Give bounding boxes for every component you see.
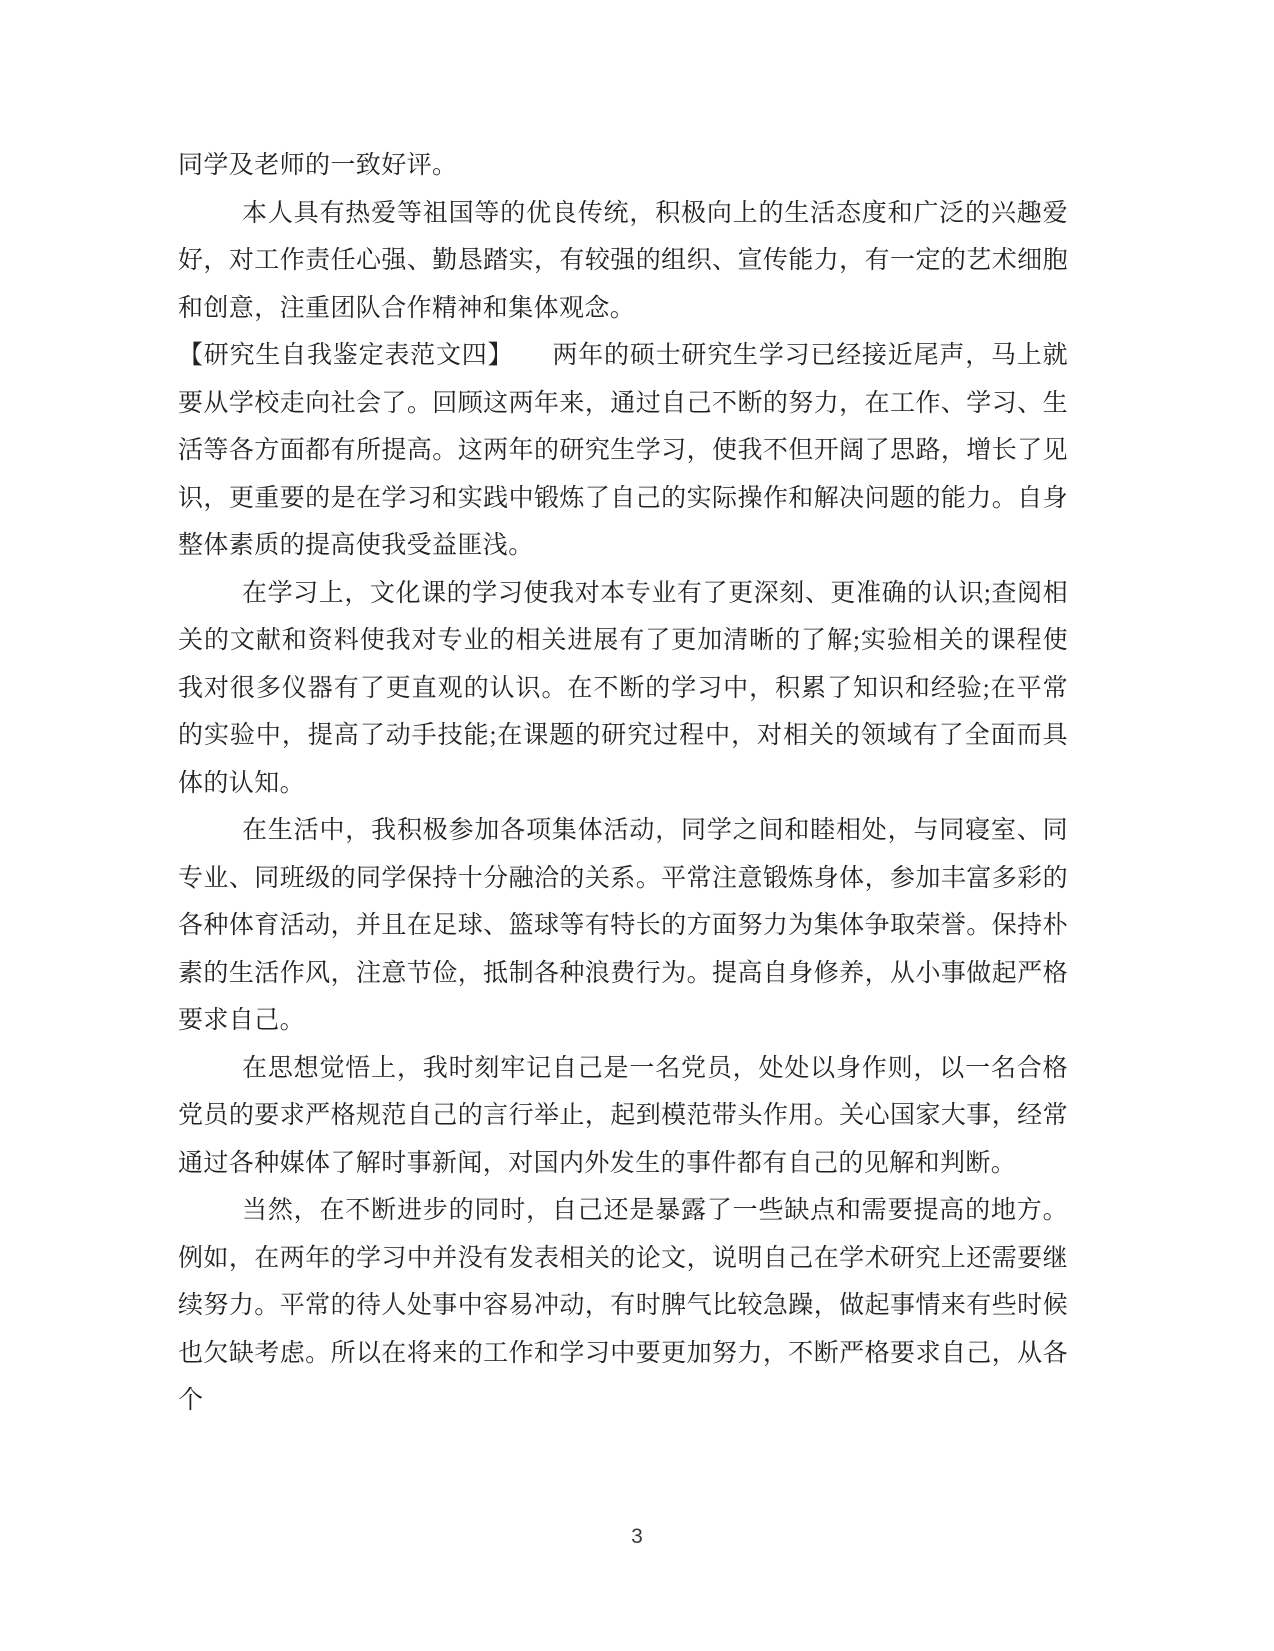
paragraph-life: 在生活中，我积极参加各项集体活动，同学之间和睦相处，与同寝室、同专业、同班级的同学保持十分融洽的关系。平常注意锻炼身体，参加丰富多彩的各种体育活动，并且在足球、篮球等有特长的方面努力为集体争取荣誉。保持朴素的生活作风，注意节俭，抵制各种浪费行为。提高自身修养，从小事做起严格要求自己。 [178, 817, 1068, 1034]
document-body [178, 142, 1068, 1425]
paragraph-section-four: 【研究生自我鉴定表范文四】 两年的硕士研究生学习已经接近尾声，马上就要从学校走向社会了。回顾这两年来，通过自己不断的努力，在工作、学习、生活等各方面都有所提高。这两年的研究生学习，使我不但开阔了思路，增长了见识，更重要的是在学习和实践中锻炼了自己的实际操作和解决问题的能力。自身整体素质的提高使我受益匪浅。 [178, 342, 1068, 559]
paragraph-shortcomings: 当然，在不断进步的同时，自己还是暴露了一些缺点和需要提高的地方。例如，在两年的学习中并没有发表相关的论文，说明自己在学术研究上还需要继续努力。平常的待人处事中容易冲动，有时脾气比较急躁，做起事情来有些时候也欠缺考虑。所以在将来的工作和学习中要更加努力，不断严格要求自己，从各个 [178, 1197, 1068, 1414]
paragraph: 本人具有热爱等祖国等的优良传统，积极向上的生活态度和广泛的兴趣爱好，对工作责任心强、勤恳踏实，有较强的组织、宣传能力，有一定的艺术细胞和创意，注重团队合作精神和集体观念。 [178, 199, 1068, 322]
paragraph-ideology: 在思想觉悟上，我时刻牢记自己是一名党员，处处以身作则，以一名合格党员的要求严格规范自己的言行举止，起到模范带头作用。关心国家大事，经常通过各种媒体了解时事新闻，对国内外发生的事件都有自己的见解和判断。 [178, 1054, 1068, 1177]
paragraph-continuation: 同学及老师的一致好评。 [178, 152, 458, 179]
page-number: 3 [631, 1525, 643, 1548]
paragraph-study: 在学习上，文化课的学习使我对本专业有了更深刻、更准确的认识;查阅相关的文献和资料使我对专业的相关进展有了更加清晰的了解;实验相关的课程使我对很多仪器有了更直观的认识。在不断的学习中，积累了知识和经验;在平常的实验中，提高了动手技能;在课题的研究过程中，对相关的领域有了全面而具体的认知。 [178, 579, 1068, 797]
